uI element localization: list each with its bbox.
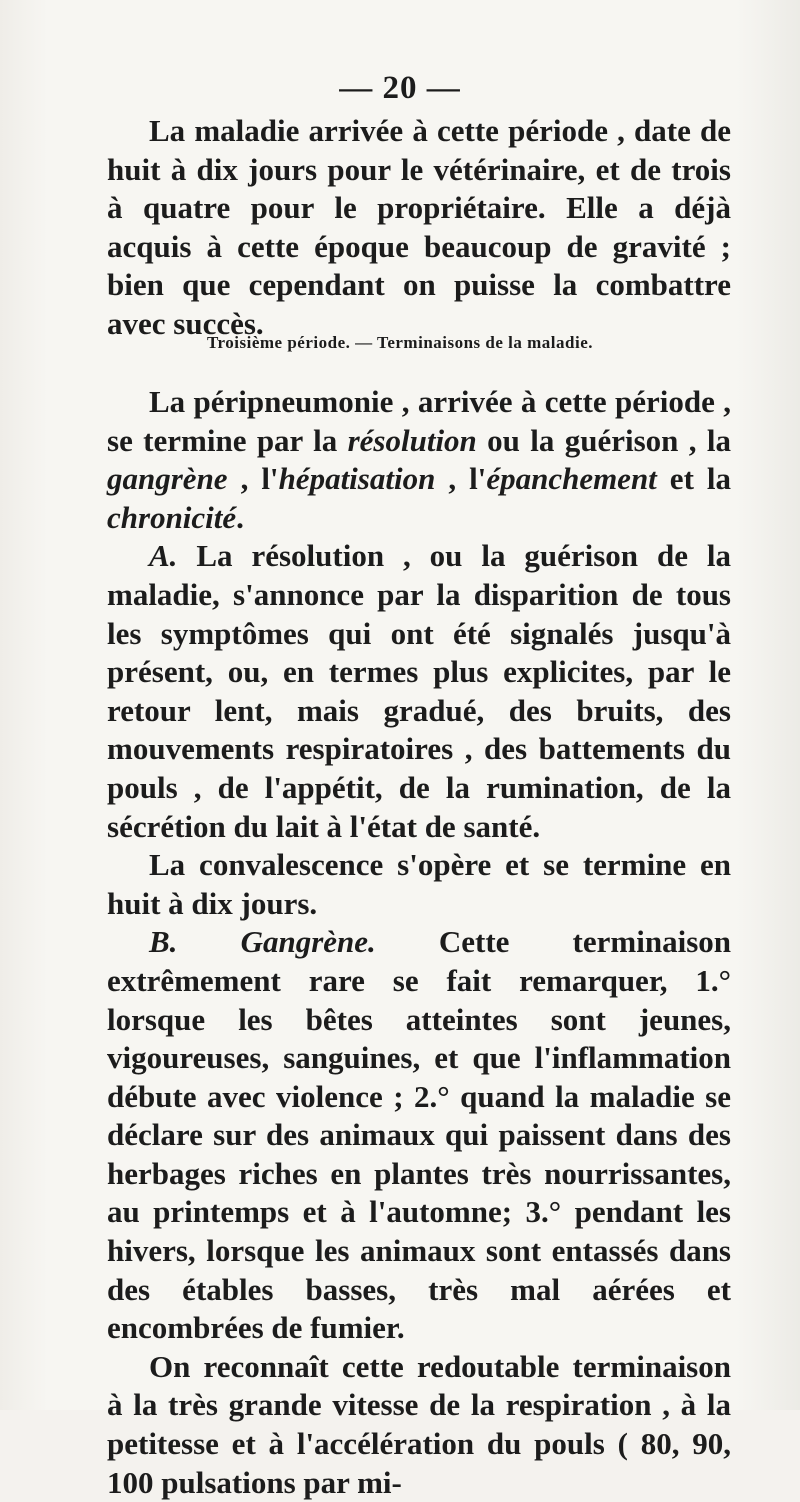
paragraph-convalescence: La convalescence s'opère et se termine en huit à dix jours.: [107, 847, 731, 921]
section-heading: Troisième période. — Terminaisons de la maladie.: [206, 333, 594, 352]
gangrene-text: Cette terminaison extrêmement rare se fait remarquer, 1.° lorsque les bêtes atteintes sont jeunes, vigoureuses, sanguines, et que l'inflammation débute avec violence ; 2.° quand la maladie se déclare sur des animaux qui paissent dans des herbages riches en plantes très nourrissantes, au printemps et à l'automne; 3.° pendant les hivers, lorsque les animaux sont entassés dans des étables basses, très mal aérées et encombrées de fumier.: [107, 924, 731, 1346]
marker-b: B.: [149, 924, 178, 960]
paragraph-resolution: [107, 537, 731, 846]
terminations-text-2: ou la guérison , la: [476, 422, 731, 458]
term-epanchement: épanchement: [486, 461, 657, 497]
paragraph-disease-arrival: La maladie arrivée à cette période , date de huit à dix jours pour le vétérinaire, et de trois à quatre pour le propriétaire. Elle a déjà acquis à cette époque beaucoup de gravité ; bien que cependant on puisse la combattre avec succès.: [107, 113, 731, 341]
term-chronicite: chronicité: [107, 499, 237, 535]
terminations-text-4: , l': [435, 461, 487, 497]
term-resolution: résolution: [347, 422, 477, 458]
paragraph-terminations: [107, 383, 731, 537]
paragraph-gangrene: [107, 923, 731, 1348]
terminations-text-1: La péripneumonie , arrivée à cette période , se termine par la: [107, 384, 731, 458]
terminations-text-5: et la: [656, 461, 732, 497]
terminations-text-3: , l': [227, 461, 279, 497]
page-number: — 20 —: [339, 70, 461, 106]
text-block-top: [107, 112, 731, 344]
resolution-text: La résolution , ou la guérison de la maladie, s'annonce par la disparition de tous les symptômes qui ont été signalés jusqu'à présent, ou, en termes plus explicites, par le retour lent, mais gradué, des bruits, des mouvements respiratoires , des battements du pouls , de l'appétit, de la rumination, de la sécrétion du lait à l'état de santé.: [107, 538, 731, 844]
paragraph-recognition: On reconnaît cette redoutable terminaison à la très grande vitesse de la respiration , à la petitesse et à l'accélération du pouls ( 80, 90, 100 pulsations par mi-: [107, 1348, 731, 1500]
terminations-text-6: .: [236, 499, 244, 535]
term-gangrene: gangrène: [107, 461, 228, 497]
marker-a: A.: [149, 538, 178, 574]
term-hepatisation: hépatisation: [278, 461, 436, 497]
text-block-main: [107, 383, 731, 1502]
term-gangrene-heading: Gangrène.: [240, 924, 376, 960]
